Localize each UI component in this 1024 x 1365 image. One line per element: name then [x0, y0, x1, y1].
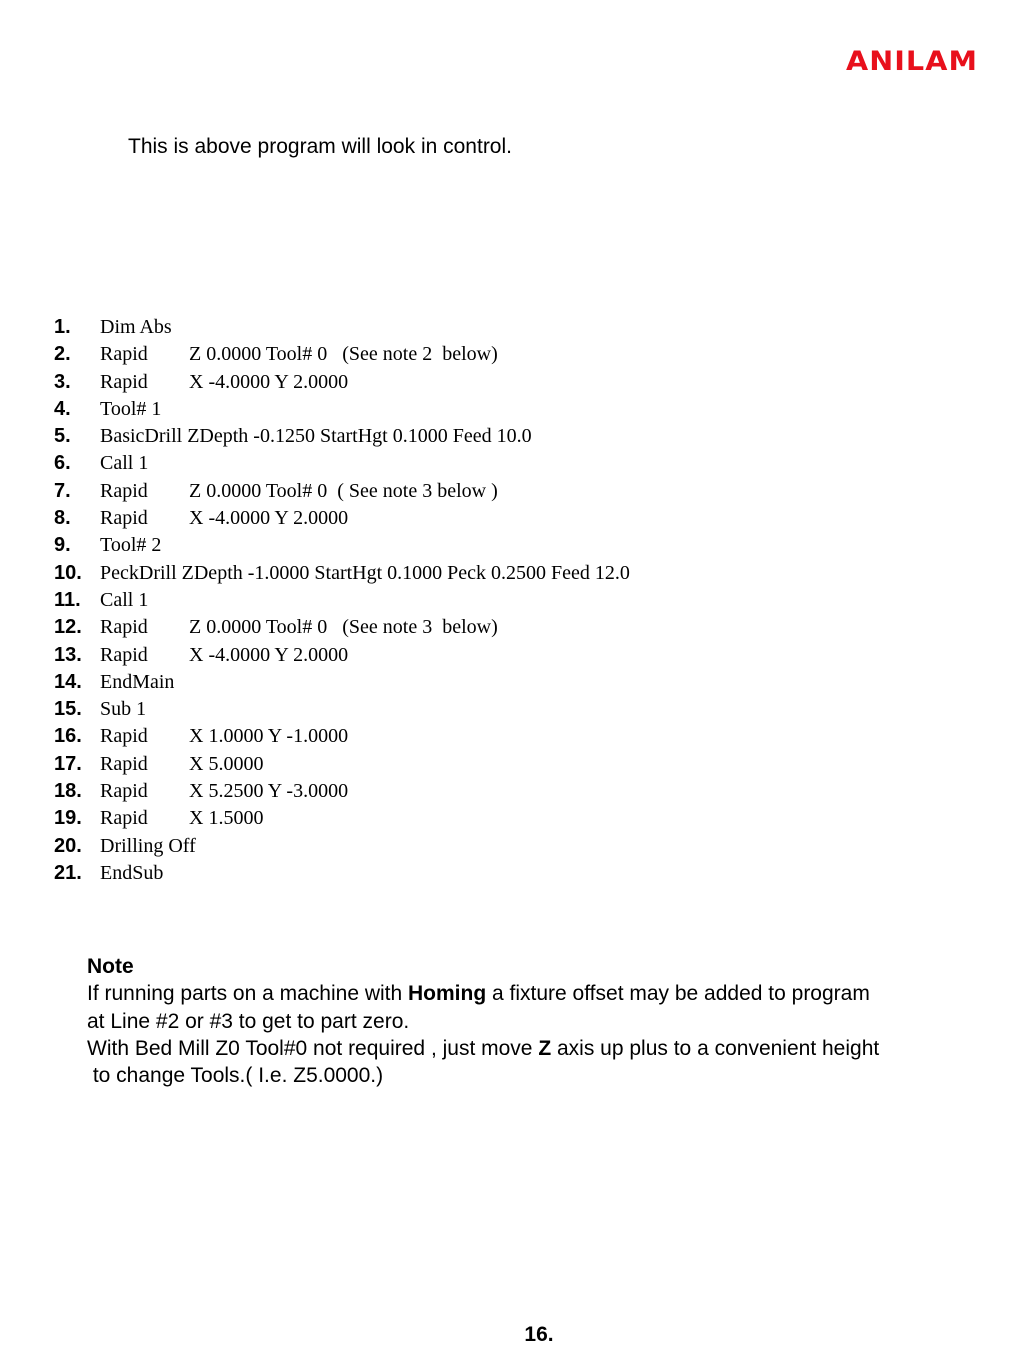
line-number: 17. — [54, 752, 82, 775]
line-number: 16. — [54, 725, 82, 748]
line-command: Rapid — [100, 479, 148, 502]
line-number: 18. — [54, 780, 82, 803]
note-text: If running parts on a machine with — [87, 982, 409, 1006]
line-command: Rapid — [100, 643, 148, 666]
line-number: 13. — [54, 643, 82, 666]
line-command: Dim Abs — [100, 316, 172, 338]
note-text: axis up plus to a convenient height — [551, 1036, 880, 1060]
logo-text: ANILAM — [846, 46, 978, 76]
line-number: 15. — [54, 698, 82, 721]
line-command: BasicDrill ZDepth -0.1250 StartHgt 0.1000 Feed 10.0 — [100, 425, 532, 448]
line-command: Tool# 1 — [100, 397, 162, 420]
line-arguments: X -4.0000 Y 2.0000 — [189, 370, 349, 393]
line-arguments: X 1.5000 — [189, 807, 264, 830]
line-number: 6. — [54, 452, 71, 475]
line-number: 10. — [54, 561, 82, 584]
line-command: EndMain — [100, 670, 175, 693]
line-arguments: X -4.0000 Y 2.0000 — [189, 643, 349, 666]
line-number: 19. — [54, 807, 82, 830]
line-number: 14. — [54, 670, 82, 693]
line-number: 7. — [54, 479, 71, 502]
line-command: Call 1 — [100, 452, 149, 475]
line-arguments: X -4.0000 Y 2.0000 — [189, 507, 349, 530]
note-line-change-tools: to change Tools.( I.e. Z5.0000.) — [87, 1064, 384, 1088]
note-line-bed-mill — [87, 1035, 987, 1062]
line-number: 1. — [54, 316, 71, 338]
note-title: Note — [87, 955, 134, 978]
line-command: EndSub — [100, 861, 164, 884]
line-number: 8. — [54, 507, 71, 530]
line-command: Rapid — [100, 616, 148, 639]
line-command: PeckDrill ZDepth -1.0000 StartHgt 0.1000 Peck 0.2500 Feed 12.0 — [100, 561, 630, 584]
line-number: 21. — [54, 861, 82, 884]
note-emphasis-homing: Homing — [408, 982, 487, 1006]
line-number: 4. — [54, 397, 71, 420]
line-number: 2. — [54, 343, 71, 366]
line-arguments: X 1.0000 Y -1.0000 — [189, 725, 349, 748]
note-text: With Bed Mill Z0 Tool#0 not required , just move — [87, 1036, 539, 1060]
note-line-homing — [87, 980, 987, 1007]
anilam-logo — [846, 44, 980, 76]
page-number: 16. — [524, 1323, 554, 1346]
line-command: Rapid — [100, 752, 148, 775]
line-command: Rapid — [100, 507, 148, 530]
line-arguments: Z 0.0000 Tool# 0 (See note 2 below) — [189, 343, 498, 366]
line-command: Rapid — [100, 780, 148, 803]
intro-text: This is above program will look in control. — [128, 135, 512, 158]
line-arguments: X 5.0000 — [189, 752, 264, 775]
line-number: 3. — [54, 370, 71, 393]
line-command: Rapid — [100, 343, 148, 366]
line-number: 9. — [54, 534, 71, 557]
line-arguments: Z 0.0000 Tool# 0 ( See note 3 below ) — [189, 479, 498, 502]
line-arguments: Z 0.0000 Tool# 0 (See note 3 below) — [189, 616, 498, 639]
note-text: a fixture offset may be added to program — [486, 982, 870, 1006]
line-number: 12. — [54, 616, 82, 639]
line-arguments: X 5.2500 Y -3.0000 — [189, 780, 349, 803]
line-command: Sub 1 — [100, 698, 147, 721]
line-command: Rapid — [100, 370, 148, 393]
line-command: Tool# 2 — [100, 534, 162, 557]
note-section — [87, 953, 987, 1089]
line-command: Drilling Off — [100, 834, 196, 857]
note-line-part-zero: at Line #2 or #3 to get to part zero. — [87, 1009, 410, 1033]
line-command: Call 1 — [100, 588, 149, 611]
line-number: 5. — [54, 425, 71, 448]
note-emphasis-z: Z — [538, 1036, 552, 1060]
line-command: Rapid — [100, 807, 148, 830]
line-number: 11. — [54, 588, 81, 611]
line-number: 20. — [54, 834, 82, 857]
line-command: Rapid — [100, 725, 148, 748]
